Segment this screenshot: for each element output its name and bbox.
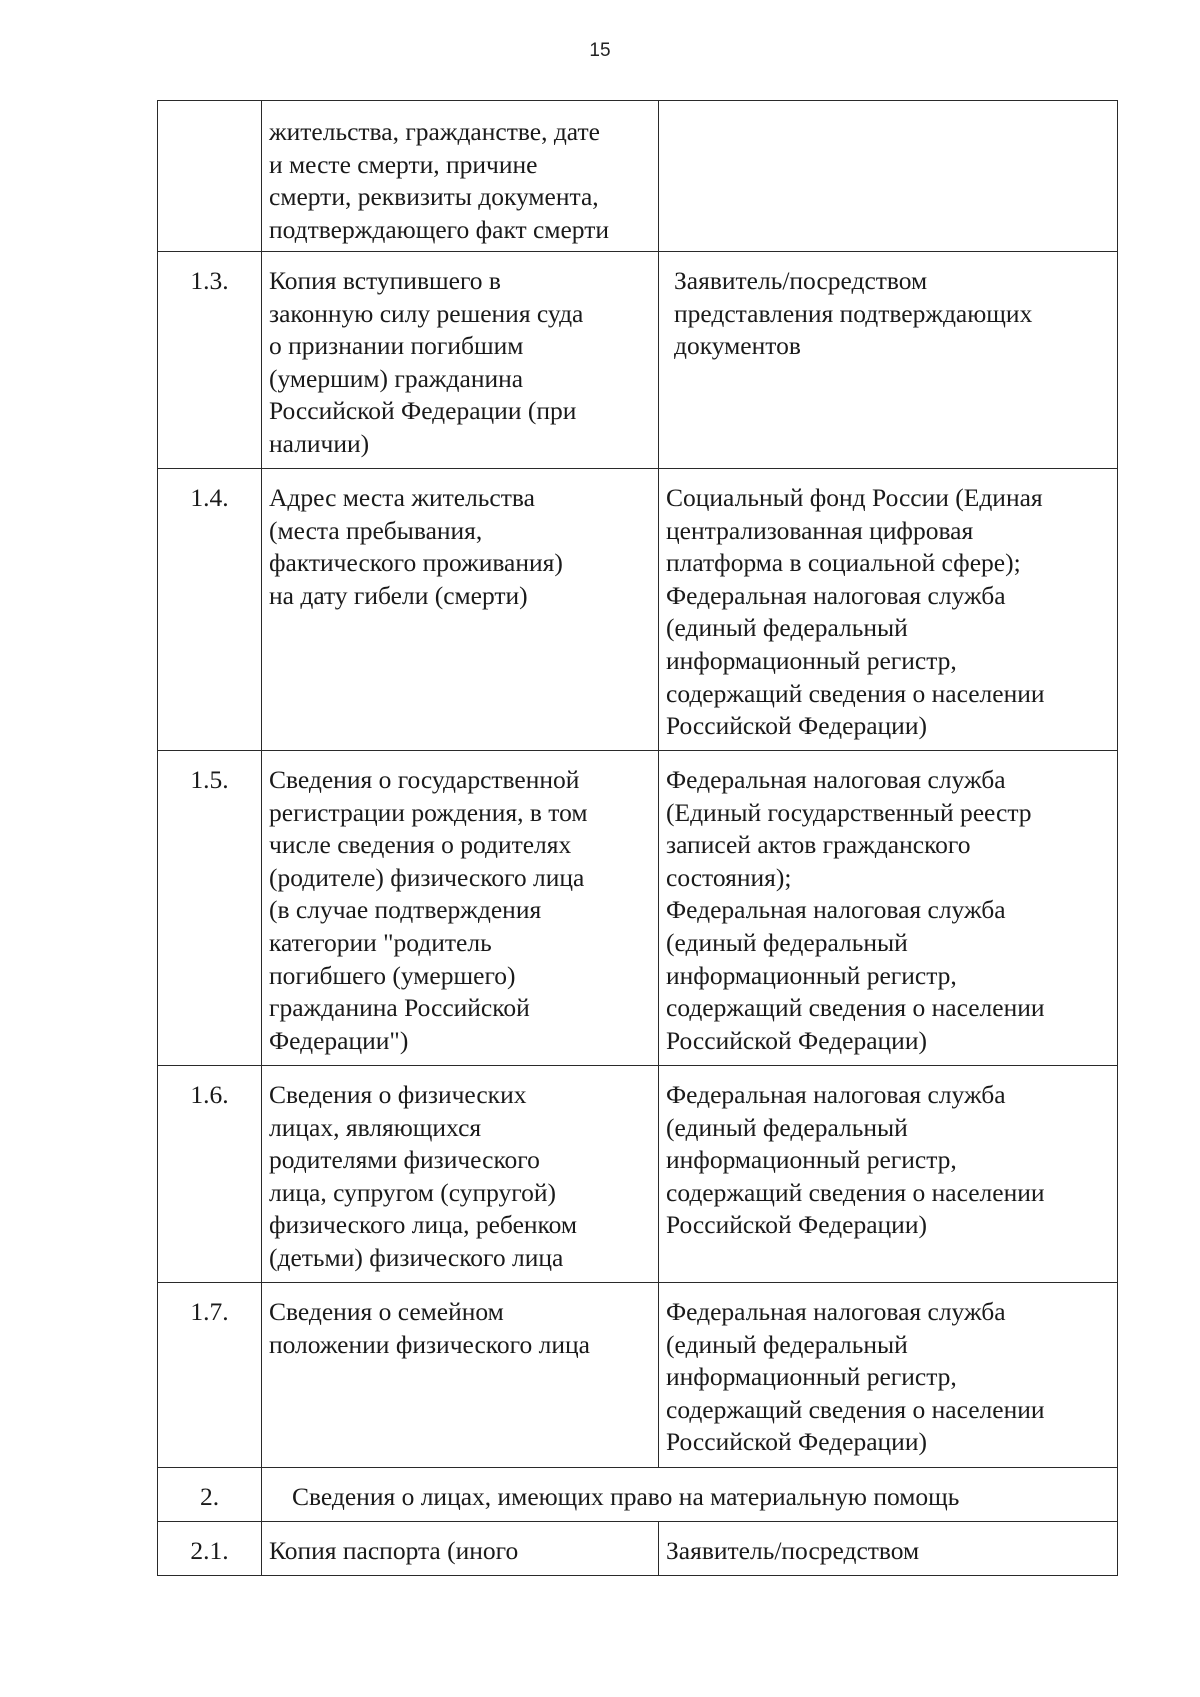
cell-line: (детьми) физического лица — [269, 1242, 564, 1272]
section-number-cell: 2. — [158, 1468, 262, 1522]
cell-line: законную силу решения суда — [269, 298, 584, 328]
source-cell — [659, 1066, 1118, 1283]
cell-line: о признании погибшим — [269, 331, 524, 361]
cell-line: родителями физического — [269, 1145, 540, 1175]
cell-line: Копия паспорта (иного — [269, 1536, 519, 1565]
cell-line: числе сведения о родителях — [269, 830, 572, 860]
cell-line: Российской Федерации) — [666, 711, 927, 741]
row-number-cell: 1.7. — [158, 1283, 262, 1468]
cell-line: содержащий сведения о населении — [666, 1394, 1045, 1424]
cell-line: лица, супругом (супругой) — [269, 1177, 556, 1207]
section-row — [158, 1468, 1118, 1522]
cell-line: централизованная цифровая — [666, 515, 974, 545]
cell-line: смерти, реквизиты документа, — [269, 182, 599, 212]
cell-line: фактического проживания) — [269, 548, 563, 578]
source-cell — [659, 1522, 1118, 1576]
cell-line: Социальный фонд России (Единая — [666, 483, 1043, 512]
cell-line: гражданина Российской — [269, 993, 530, 1023]
cell-line: (единый федеральный — [666, 927, 908, 957]
cell-line: Сведения о государственной — [269, 765, 580, 794]
cell-line: информационный регистр, — [666, 645, 957, 675]
table-row — [158, 1066, 1118, 1283]
info-cell — [262, 1283, 659, 1468]
cell-line: (единый федеральный — [666, 613, 908, 643]
table-row — [158, 469, 1118, 751]
info-cell — [262, 1522, 659, 1576]
cell-line: содержащий сведения о населении — [666, 1177, 1045, 1207]
cell-line: и месте смерти, причине — [269, 149, 538, 179]
source-cell — [659, 751, 1118, 1066]
cell-line: (Единый государственный реестр — [666, 797, 1032, 827]
info-cell — [262, 751, 659, 1066]
row-number-cell: 1.5. — [158, 751, 262, 1066]
section-title: Сведения о лицах, имеющих право на материальную помощь — [262, 1468, 1118, 1522]
info-cell — [262, 101, 659, 252]
row-number-cell: 1.3. — [158, 252, 262, 469]
table-row — [158, 1283, 1118, 1468]
cell-line: содержащий сведения о населении — [666, 993, 1045, 1023]
cell-line: представления подтверждающих — [674, 298, 1033, 328]
row-number-cell: 1.4. — [158, 469, 262, 751]
cell-line: Федеральная налоговая служба — [666, 1297, 1006, 1326]
cell-line: категории "родитель — [269, 927, 492, 957]
cell-line: платформа в социальной сфере); — [666, 548, 1021, 578]
cell-line: положении физического лица — [269, 1329, 590, 1359]
cell-line: содержащий сведения о населении — [666, 678, 1045, 708]
cell-line: Федеральная налоговая служба — [666, 580, 1006, 610]
row-number-cell — [158, 101, 262, 252]
cell-line: (единый федеральный — [666, 1112, 908, 1142]
cell-line: информационный регистр, — [666, 960, 957, 990]
info-cell — [262, 252, 659, 469]
cell-line: Федеральная налоговая служба — [666, 895, 1006, 925]
cell-line: Федерации") — [269, 1025, 409, 1055]
cell-line: на дату гибели (смерти) — [269, 580, 528, 610]
cell-line: (умершим) гражданина — [269, 363, 524, 393]
cell-line: лицах, являющихся — [269, 1112, 482, 1142]
cell-line: (места пребывания, — [269, 515, 483, 545]
cell-line: Российской Федерации) — [666, 1427, 927, 1457]
cell-line: регистрации рождения, в том — [269, 797, 588, 827]
page-number: 15 — [589, 40, 611, 61]
table-row — [158, 101, 1118, 252]
cell-line: Адрес места жительства — [269, 483, 535, 512]
cell-line: наличии) — [269, 428, 370, 458]
cell-line: Сведения о физических — [269, 1080, 527, 1109]
cell-line: физического лица, ребенком — [269, 1210, 578, 1240]
cell-line: Федеральная налоговая служба — [666, 765, 1006, 794]
cell-line: Федеральная налоговая служба — [666, 1080, 1006, 1109]
source-cell — [659, 252, 1118, 469]
row-number-cell: 2.1. — [158, 1522, 262, 1576]
info-cell — [262, 469, 659, 751]
cell-line: Российской Федерации) — [666, 1210, 927, 1240]
table-row — [158, 1522, 1118, 1576]
cell-line: состояния); — [666, 862, 792, 892]
source-cell — [659, 469, 1118, 751]
cell-line: Сведения о семейном — [269, 1297, 504, 1326]
cell-line: погибшего (умершего) — [269, 960, 516, 990]
cell-line: Заявитель/посредством — [666, 1536, 920, 1565]
cell-line: Копия вступившего в — [269, 266, 501, 295]
cell-line: информационный регистр, — [666, 1145, 957, 1175]
cell-line: Российской Федерации) — [666, 1025, 927, 1055]
document-table — [157, 100, 1118, 1576]
cell-line: (родителе) физического лица — [269, 862, 585, 892]
cell-line: Российской Федерации (при — [269, 396, 577, 426]
cell-line: информационный регистр, — [666, 1362, 957, 1392]
cell-line: (в случае подтверждения — [269, 895, 542, 925]
cell-line: Заявитель/посредством — [674, 266, 928, 295]
info-cell — [262, 1066, 659, 1283]
cell-line: (единый федеральный — [666, 1329, 908, 1359]
cell-line: подтверждающего факт смерти — [269, 214, 609, 244]
source-cell — [659, 1283, 1118, 1468]
row-number-cell: 1.6. — [158, 1066, 262, 1283]
cell-line: записей актов гражданского — [666, 830, 971, 860]
table-row — [158, 751, 1118, 1066]
cell-line: жительства, гражданстве, дате — [269, 117, 600, 146]
source-cell — [659, 101, 1118, 252]
table-row — [158, 252, 1118, 469]
cell-line: документов — [674, 331, 801, 361]
